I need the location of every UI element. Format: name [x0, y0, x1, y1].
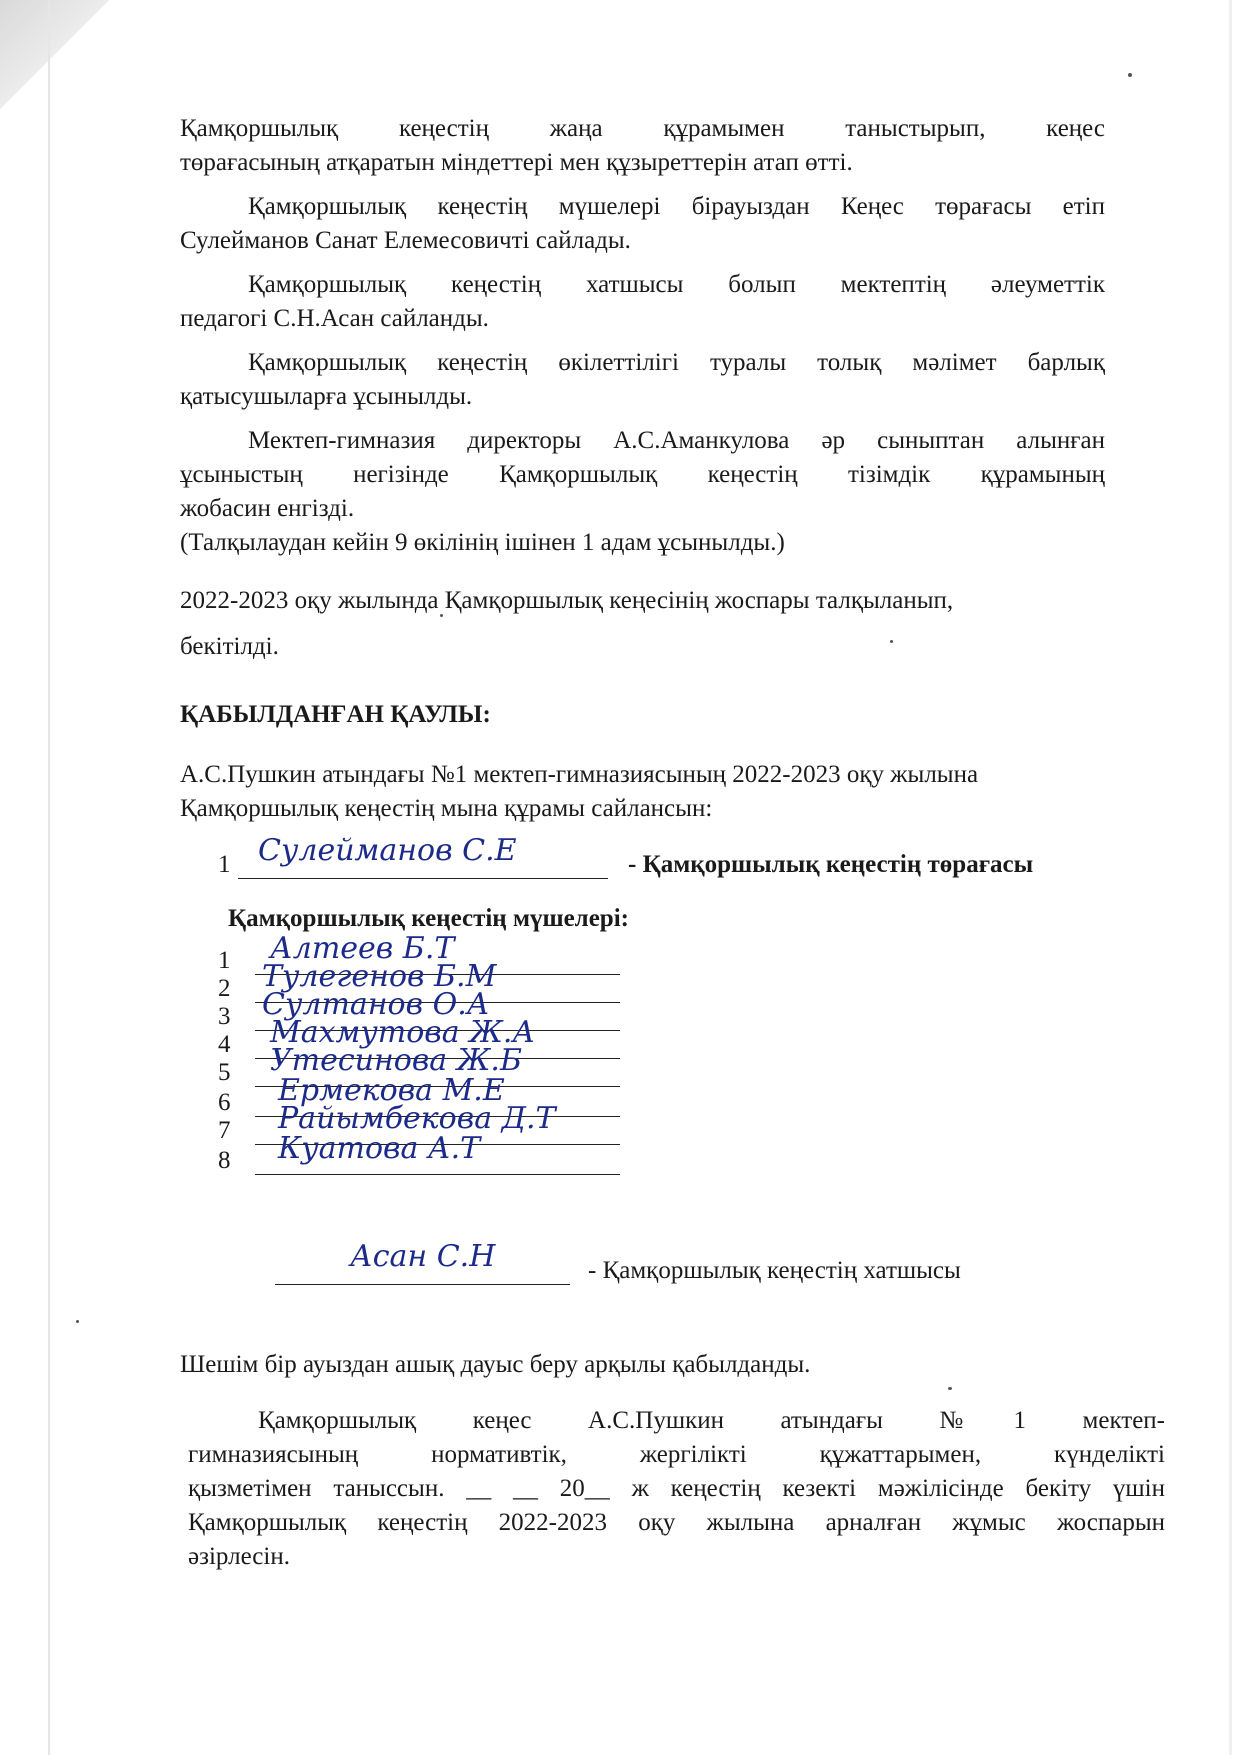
member-signature: Утесинова Ж.Б: [270, 1043, 522, 1078]
paragraph-5-line-2: ұсыныстың негізінде Қамқоршылық кеңестің тізімдік құрамының: [180, 461, 1105, 488]
final-paragraph-line-4: Қамқоршылық кеңестің 2022-2023 оқу жылына арналған жұмыс жоспарын: [188, 1509, 1165, 1536]
resolution-heading: ҚАБЫЛДАНҒАН ҚАУЛЫ:: [180, 701, 491, 728]
paragraph-3-line-1: Қамқоршылық кеңестің хатшысы болып мектептің әлеуметтік: [248, 271, 1105, 298]
final-paragraph-line-2: гимназиясының нормативтік, жергілікті құжаттарымен, күнделікті: [188, 1441, 1165, 1468]
final-paragraph-line-5: әзірлесін.: [188, 1543, 290, 1570]
paragraph-4-line-2: қатысушыларға ұсынылды.: [180, 383, 473, 410]
paragraph-2-line-2: Сулейманов Санат Елемесовичті сайлады.: [180, 227, 631, 254]
chair-role: - Қамқоршылық кеңестің төрағасы: [628, 851, 1034, 878]
paragraph-5-line-1: Мектеп-гимназия директоры А.С.Аманкулова әр сыныптан алынған: [248, 427, 1105, 454]
paragraph-1-line-1: Қамқоршылық кеңестің жаңа құрамымен таныстырып, кеңес: [180, 115, 1105, 142]
member-signature: Куатова А.Т: [278, 1131, 481, 1166]
member-number: 2: [218, 975, 231, 1002]
resolution-line-1: А.С.Пушкин атындағы №1 мектеп-гимназиясының 2022-2023 оқу жылына: [180, 761, 979, 788]
member-signature-line: [255, 1174, 620, 1175]
final-paragraph-line-1: Қамқоршылық кеңес А.С.Пушкин атындағы №1 мектеп-: [258, 1407, 1165, 1434]
member-signature: Махмутова Ж.А: [270, 1015, 536, 1050]
member-signature: Алтеев Б.Т: [270, 931, 455, 966]
secretary-role: - Қамқоршылық кеңестің хатшысы: [588, 1257, 961, 1284]
scan-speck: [1128, 73, 1132, 77]
decision-line: Шешім бір ауыздан ашық дауыс беру арқылы қабылданды.: [180, 1351, 811, 1378]
chair-signature: Сулейманов С.Е: [258, 833, 517, 868]
secretary-signature-line: [275, 1284, 570, 1285]
chair-number: 1: [218, 851, 231, 878]
paragraph-6: (Талқылаудан кейін 9 өкілінің ішінен 1 адам ұсынылды.): [180, 529, 785, 556]
scan-speck: [948, 1387, 952, 1390]
scan-speck: [76, 1320, 79, 1323]
paragraph-3-line-2: педагогі С.Н.Асан сайланды.: [180, 305, 489, 332]
member-number: 4: [218, 1031, 231, 1058]
member-signature: Райымбекова Д.Т: [278, 1101, 556, 1136]
final-paragraph-line-3: қызметімен таныссын. __ __ 20__ ж кеңестің кезекті мәжілісінде бекіту үшін: [188, 1475, 1165, 1502]
member-number: 3: [218, 1003, 231, 1030]
resolution-line-2: Қамқоршылық кеңестің мына құрамы сайлансын:: [180, 795, 713, 822]
scan-speck: [440, 614, 443, 617]
paragraph-7-line-2: бекітілді.: [180, 633, 279, 660]
scan-left-edge: [48, 0, 50, 1755]
member-number: 1: [218, 947, 231, 974]
chair-signature-line: [238, 878, 608, 879]
paragraph-5-line-3: жобасин енгізді.: [180, 495, 355, 522]
member-number: 8: [218, 1147, 231, 1174]
member-number: 6: [218, 1089, 231, 1116]
secretary-signature: Асан С.Н: [350, 1239, 496, 1274]
member-signature: Султанов О.А: [262, 987, 490, 1022]
member-number: 5: [218, 1059, 231, 1086]
scan-corner-fold: [0, 0, 120, 120]
member-number: 7: [218, 1117, 231, 1144]
member-signature: Ермекова М.Е: [278, 1073, 505, 1108]
paragraph-1-line-2: төрағасының атқаратын міндеттері мен құзыреттерін атап өтті.: [180, 149, 853, 176]
paragraph-7-line-1: 2022-2023 оқу жылында Қамқоршылық кеңесінің жоспары талқыланып,: [180, 587, 954, 614]
members-heading: Қамқоршылық кеңестің мүшелері:: [228, 905, 629, 932]
paragraph-4-line-1: Қамқоршылық кеңестің өкілеттілігі туралы толық мәлімет барлық: [248, 349, 1105, 376]
scan-right-edge: [1229, 0, 1232, 1755]
member-signature: Тулегенов Б.М: [262, 959, 497, 994]
scan-speck: [890, 640, 893, 643]
paragraph-2-line-1: Қамқоршылық кеңестің мүшелері бірауыздан Кеңес төрағасы етіп: [248, 193, 1105, 220]
